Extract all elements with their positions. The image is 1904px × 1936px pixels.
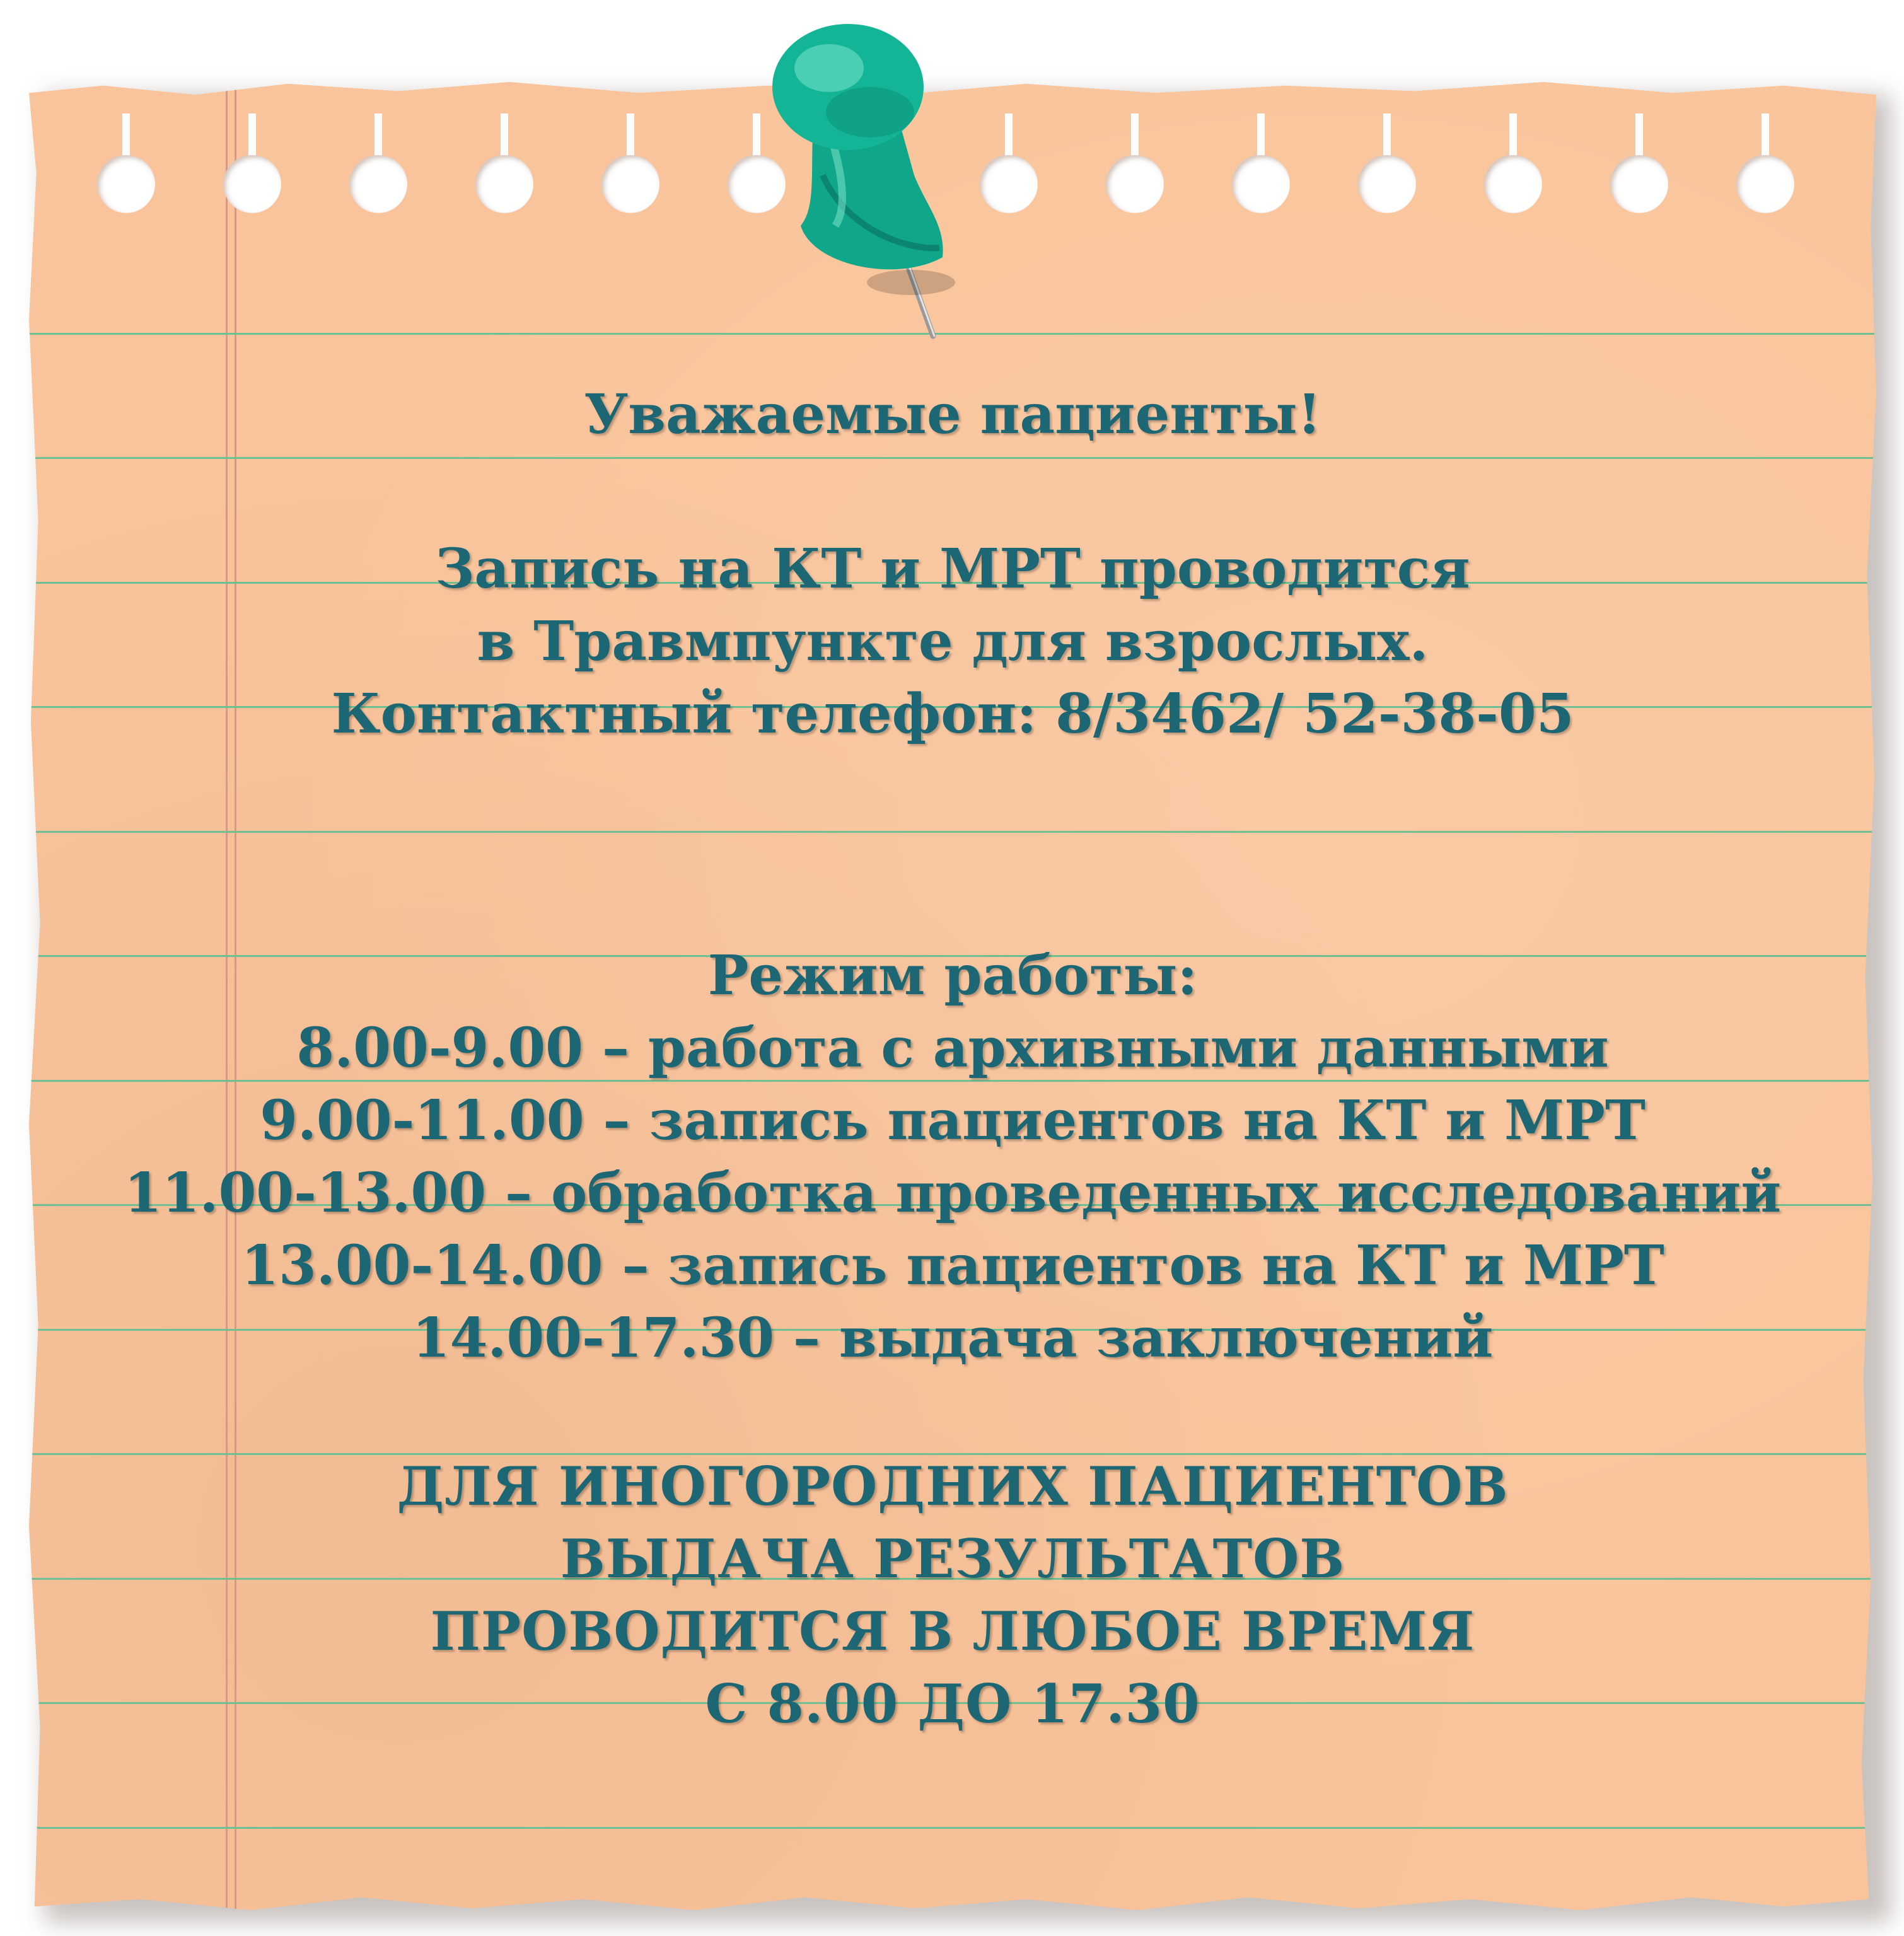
binder-hole [1610, 155, 1668, 213]
notice-text [29, 378, 1876, 1740]
binder-slit [1762, 113, 1769, 158]
binder-hole [475, 155, 533, 213]
binder-hole [349, 155, 407, 213]
schedule-item: 14.00-17.30 – выдача заключений [412, 1306, 1494, 1370]
binder-slit [1131, 113, 1139, 158]
schedule-item: 9.00-11.00 – запись пациентов на КТ и МРТ [260, 1089, 1646, 1152]
binder-slit [1509, 113, 1517, 158]
binder-slit [1635, 113, 1643, 158]
binder-slit [1257, 113, 1265, 158]
binder-slit [374, 113, 382, 158]
pushpin-icon [753, 18, 980, 345]
binder-hole [1484, 155, 1542, 213]
binder-hole [97, 155, 155, 213]
binder-hole [1232, 155, 1290, 213]
registration-line: Запись на КТ и МРТ проводится [435, 537, 1470, 601]
ruled-line [29, 1827, 1876, 1829]
out-of-town-hours: С 8.00 ДО 17.30 [705, 1672, 1200, 1735]
binder-hole [1358, 155, 1416, 213]
contact-phone: Контактный телефон: 8/3462/ 52-38-05 [331, 682, 1574, 746]
schedule-title: Режим работы: [707, 944, 1198, 1007]
binder-slit [1005, 113, 1013, 158]
schedule-item: 8.00-9.00 – работа с архивными данными [296, 1016, 1609, 1080]
out-of-town-notice: ПРОВОДИТСЯ В ЛЮБОЕ ВРЕМЯ [430, 1600, 1475, 1662]
binder-hole [601, 155, 659, 213]
binder-slit [248, 113, 256, 158]
binder-slit [627, 113, 634, 158]
binder-slit [1383, 113, 1391, 158]
greeting: Уважаемые пациенты! [584, 383, 1321, 446]
binder-hole [223, 155, 281, 213]
binder-slit [501, 113, 508, 158]
registration-line: в Травмпункте для взрослых. [477, 610, 1429, 673]
binder-hole [980, 155, 1038, 213]
binder-hole [1106, 155, 1164, 213]
schedule-item: 11.00-13.00 – обработка проведенных исследований [124, 1161, 1782, 1225]
out-of-town-notice: ВЫДАЧА РЕЗУЛЬТАТОВ [560, 1527, 1345, 1590]
binder-hole [1736, 155, 1794, 213]
schedule-item: 13.00-14.00 – запись пациентов на КТ и МРТ [241, 1234, 1664, 1297]
out-of-town-notice: ДЛЯ ИНОГОРОДНИХ ПАЦИЕНТОВ [397, 1455, 1509, 1517]
binder-slit [122, 113, 130, 158]
